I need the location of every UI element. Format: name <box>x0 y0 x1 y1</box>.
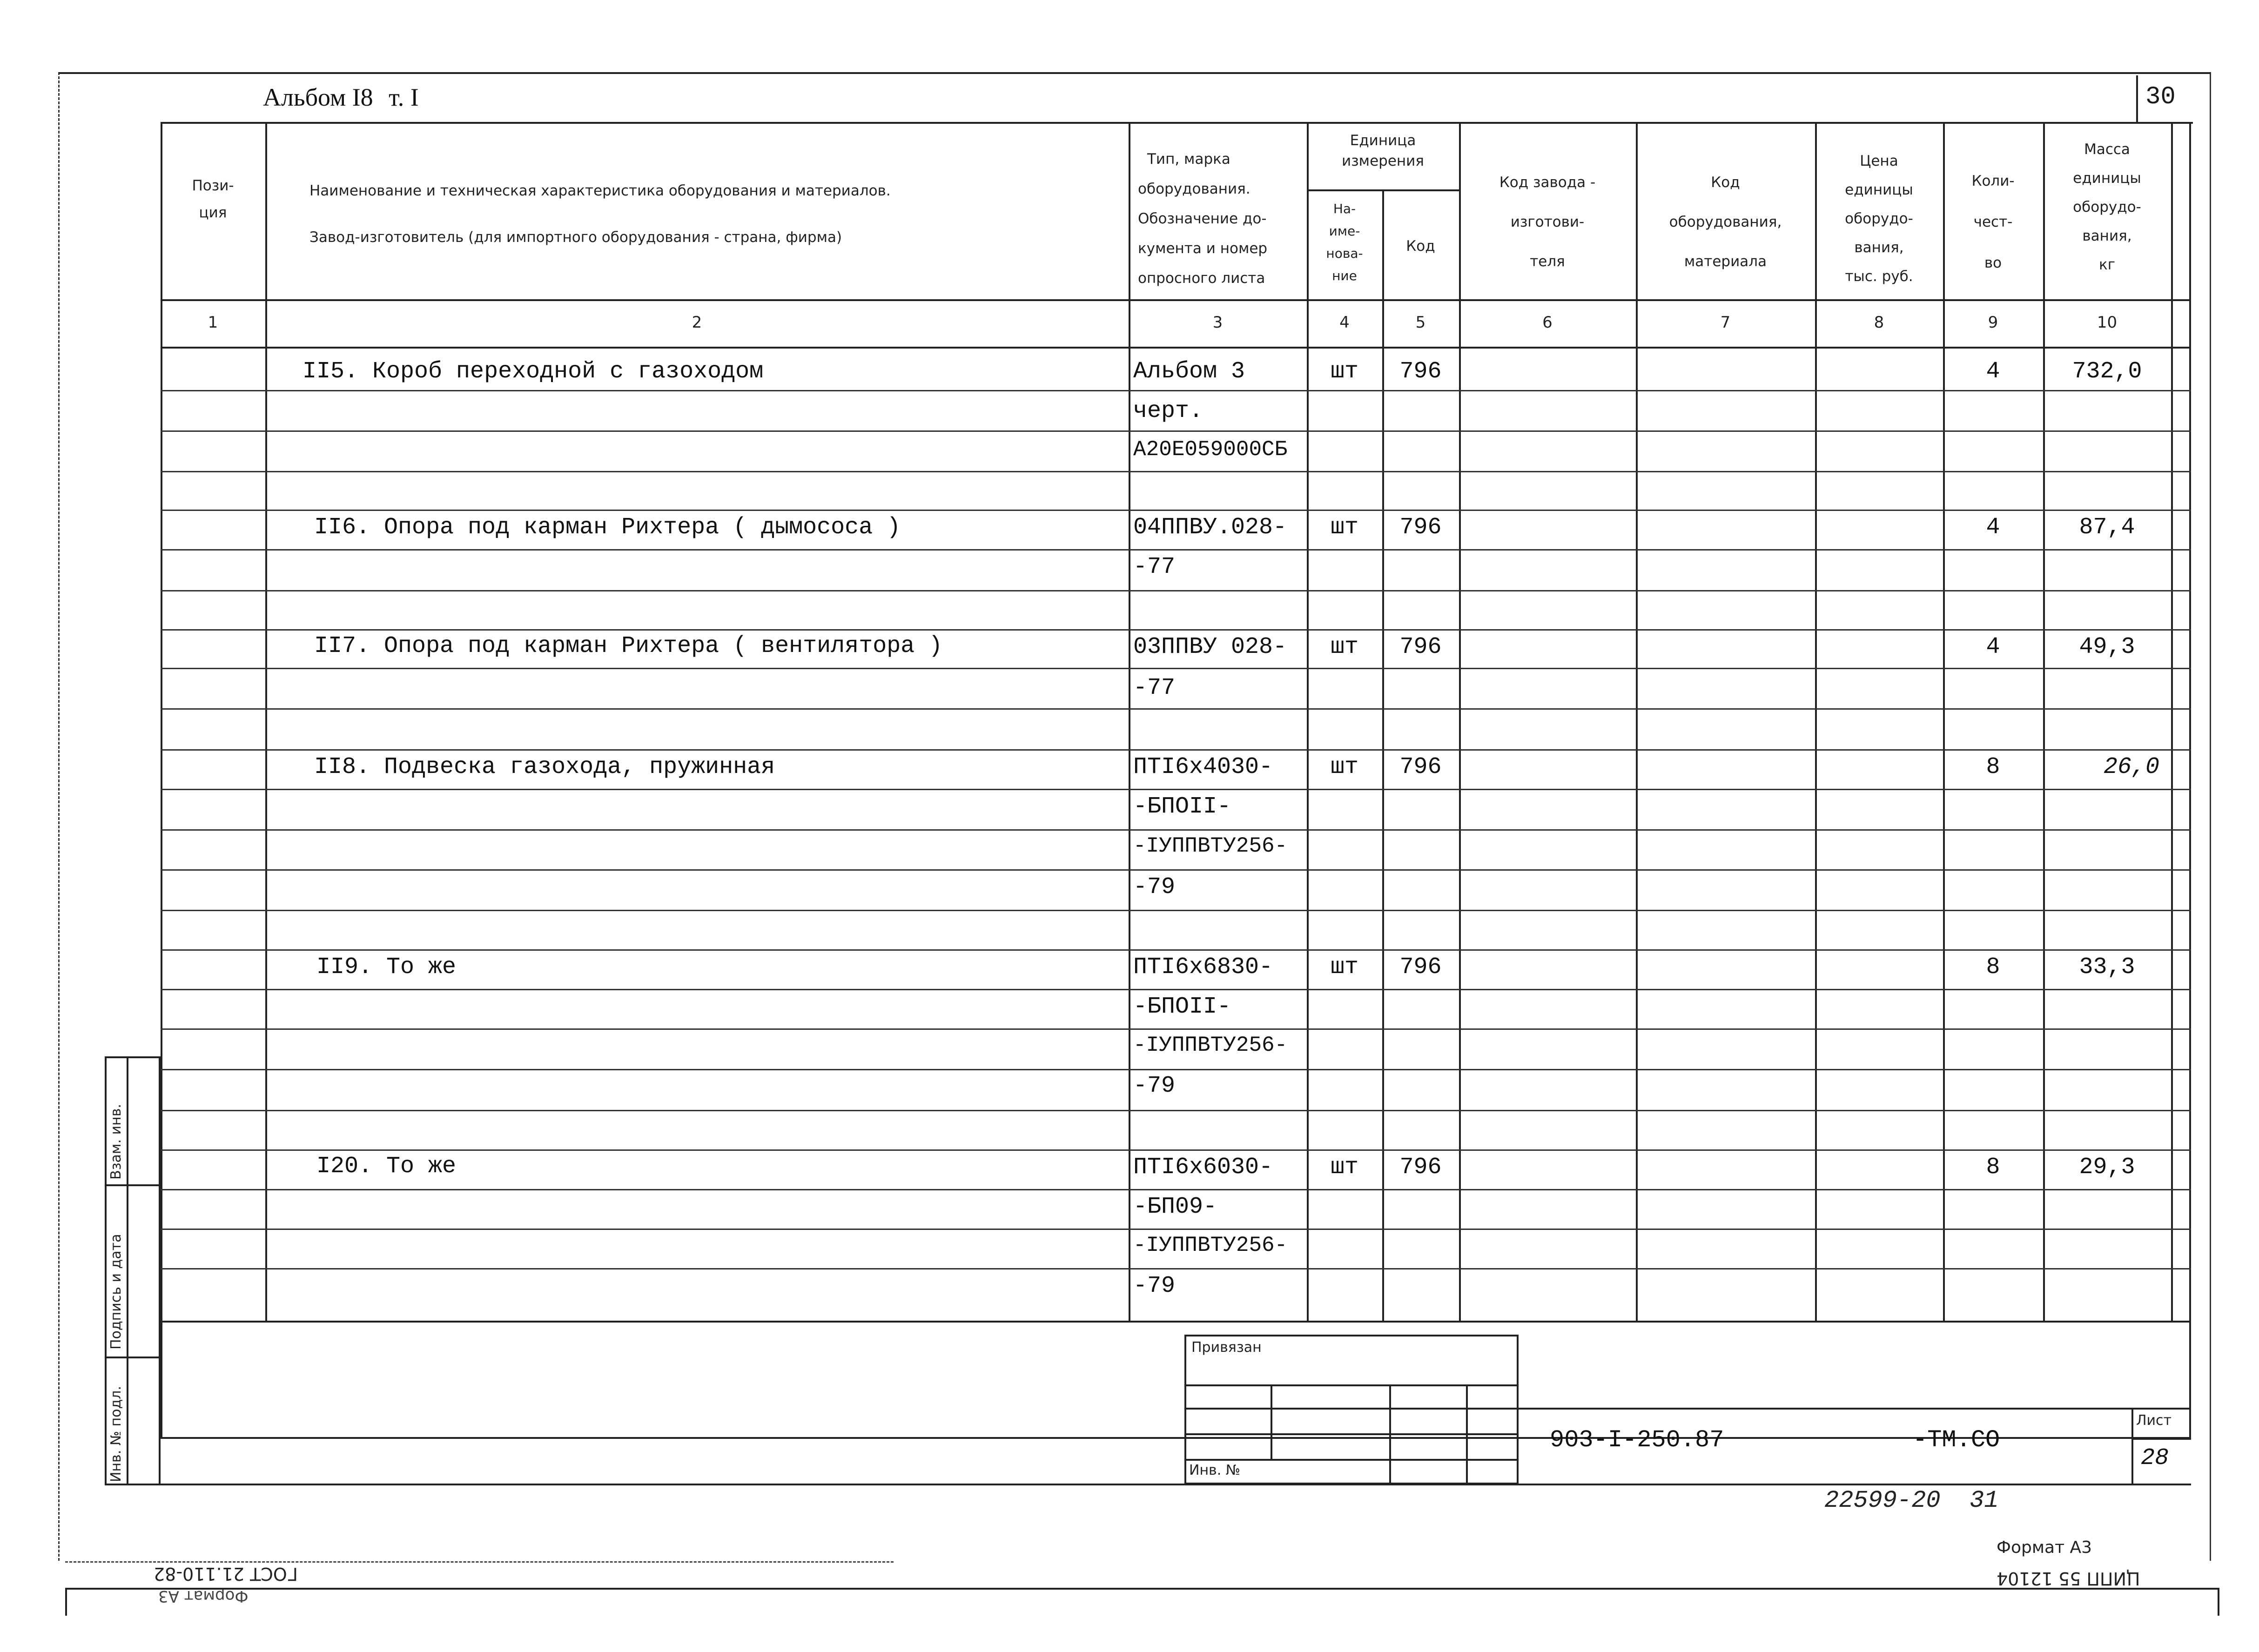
row-line <box>161 1268 2191 1269</box>
item-type-line: -79 <box>1133 874 1176 900</box>
header-position: Пози- ция <box>192 177 234 221</box>
item-type-line: -БПОII- <box>1133 793 1231 820</box>
row-line <box>161 629 2191 631</box>
privyazan-col <box>1389 1384 1391 1484</box>
item-name: II5. Короб переходной с газоходом <box>303 358 764 385</box>
item-code: 796 <box>1399 358 1442 385</box>
col-number-9: 9 <box>1988 313 1998 332</box>
colnum-bottom-line <box>161 347 2191 349</box>
header-unit-name: На- име- нова- ние <box>1326 201 1363 283</box>
item-type-line: ПТI6х4030- <box>1133 754 1273 780</box>
privyazan-line <box>1184 1384 1519 1386</box>
col-line-5 <box>1459 122 1461 1322</box>
bleed-line-2 <box>65 1588 2218 1590</box>
header-bottom-line <box>161 299 2191 301</box>
document-designation: 903-I-250.87 <box>1550 1426 1724 1454</box>
header-type: Тип, марка оборудования. Обозначение до- кумента и номер опросного листа <box>1138 151 1268 287</box>
row-line <box>161 949 2191 951</box>
item-qty: 8 <box>1986 754 2000 780</box>
header-quantity: Коли- чест- во <box>1971 173 2015 271</box>
row-line <box>161 1028 2191 1030</box>
format-label: Формат А3 <box>1997 1538 2092 1557</box>
row-line <box>161 430 2191 432</box>
item-unit: шт <box>1330 358 1358 385</box>
privyazan-col <box>1466 1384 1468 1484</box>
row-line <box>161 668 2191 669</box>
row-line <box>161 829 2191 831</box>
col-line-3 <box>1307 122 1309 1322</box>
bleed-vline <box>2218 1588 2219 1616</box>
item-type-line: Альбом 3 <box>1133 358 1245 385</box>
header-mass: Масса единицы оборудо- вания, кг <box>2073 141 2141 273</box>
item-qty: 4 <box>1986 634 2000 660</box>
col-number-1: 1 <box>208 313 218 332</box>
col-number-4: 4 <box>1339 313 1350 332</box>
item-type-line: -БПОII- <box>1133 994 1231 1020</box>
item-code: 796 <box>1399 634 1442 660</box>
col-line-8 <box>1943 122 1945 1322</box>
item-name: I20. То же <box>316 1153 457 1180</box>
col-line-1 <box>265 122 267 1322</box>
privyazan-line <box>1184 1408 1519 1410</box>
side-stamp-col <box>127 1056 128 1485</box>
item-mass: 732,0 <box>2072 358 2142 385</box>
side-label-vzam: Взам. инв. <box>108 1104 124 1180</box>
row-line <box>161 590 2191 591</box>
col-number-5: 5 <box>1415 313 1426 332</box>
item-unit: шт <box>1330 1154 1358 1181</box>
item-mass: 26,0 <box>2104 754 2160 780</box>
item-type-line: 04ППВУ.028- <box>1133 514 1287 541</box>
designation-top-line <box>1519 1408 2191 1410</box>
item-type-line: черт. <box>1133 398 1203 424</box>
item-type-line: -БП09- <box>1133 1194 1217 1220</box>
row-line <box>161 510 2191 511</box>
album-title <box>263 83 419 112</box>
row-line <box>161 1069 2191 1070</box>
item-type-line: -79 <box>1133 1273 1176 1299</box>
item-type-line: ПТI6х6830- <box>1133 954 1273 980</box>
item-type-line: -77 <box>1133 554 1176 580</box>
side-label-inv: Инв. № подл. <box>108 1386 124 1482</box>
col-number-10: 10 <box>2097 313 2118 332</box>
side-stamp-divider <box>105 1357 161 1358</box>
header-name: Наименование и техническая характеристика оборудования и материалов. Завод-изготовитель (для импортного оборудования - страна, фирма) <box>309 182 891 246</box>
item-name: II7. Опора под карман Рихтера ( вентилятора ) <box>314 633 943 659</box>
row-line <box>161 910 2191 911</box>
item-unit: шт <box>1330 514 1358 541</box>
row-line <box>161 471 2191 472</box>
bleed-vline <box>65 1588 67 1616</box>
header-price: Цена единицы оборудо- вания, тыс. руб. <box>1845 153 1913 285</box>
item-type-line: А20Е059000СБ <box>1133 437 1288 462</box>
item-unit: шт <box>1330 954 1358 980</box>
item-code: 796 <box>1399 954 1442 980</box>
col-line-10 <box>2171 122 2173 1322</box>
privyazan-line <box>1184 1433 1519 1435</box>
sheet-label: Лист <box>2136 1412 2172 1429</box>
col-line-7 <box>1815 122 1817 1322</box>
item-type-line: -77 <box>1133 675 1176 701</box>
item-qty: 8 <box>1986 1154 2000 1181</box>
side-stamp-divider <box>105 1184 161 1186</box>
row-line <box>161 869 2191 871</box>
row-line <box>161 1229 2191 1230</box>
item-code: 796 <box>1399 514 1442 541</box>
row-line <box>161 749 2191 751</box>
row-line <box>161 1149 2191 1151</box>
item-type-line: -IУППВТУ256- <box>1133 834 1288 858</box>
privyazan-label: Привязан <box>1191 1339 1262 1356</box>
item-qty: 4 <box>1986 358 2000 385</box>
row-line <box>161 708 2191 710</box>
col-number-7: 7 <box>1720 313 1731 332</box>
sheet-number: 28 <box>2141 1445 2169 1471</box>
item-mass: 33,3 <box>2079 954 2135 980</box>
document-suffix: -ТМ.СО <box>1913 1426 2000 1454</box>
item-type-line: -IУППВТУ256- <box>1133 1033 1288 1057</box>
item-name: II8. Подвеска газохода, пружинная <box>314 754 775 780</box>
col-line-9 <box>2043 122 2045 1322</box>
archive-number: 22599-20 31 <box>1824 1487 1999 1514</box>
row-line <box>161 1189 2191 1190</box>
item-code: 796 <box>1399 754 1442 780</box>
album-label: Альбом I8 <box>263 83 373 111</box>
header-unit-code: Код <box>1406 238 1435 255</box>
col-number-3: 3 <box>1212 313 1223 332</box>
item-qty: 4 <box>1986 514 2000 541</box>
gost-mirror: ГОСТ 21.110-82 <box>154 1564 298 1584</box>
header-factory-code: Код завода - изготови- теля <box>1499 174 1596 270</box>
title-block-bottom <box>105 1484 2191 1485</box>
privyazan-line <box>1184 1459 1519 1461</box>
col-line-2 <box>1129 122 1130 1322</box>
item-mass: 87,4 <box>2079 514 2135 541</box>
row-line <box>161 989 2191 990</box>
sheet-box-left <box>2131 1408 2133 1484</box>
album-volume: т. I <box>389 83 419 111</box>
format-mirror: Формат А3 <box>158 1587 249 1605</box>
row-line <box>161 390 2191 391</box>
header-unit-group: Единица измерения <box>1342 132 1424 169</box>
bleed-line <box>65 1561 894 1563</box>
row-line <box>161 1110 2191 1111</box>
privyazan-col <box>1271 1384 1272 1459</box>
row-line <box>161 789 2191 790</box>
col-line-6 <box>1636 122 1638 1322</box>
col-number-2: 2 <box>692 313 702 332</box>
item-type-line: 03ППВУ 028- <box>1133 634 1287 660</box>
item-name: II9. То же <box>316 954 457 980</box>
row-line <box>161 549 2191 551</box>
cipn-stamp: ЦИПП 55 12104 <box>1997 1568 2140 1589</box>
item-name: II6. Опора под карман Рихтера ( дымососа ) <box>314 514 901 541</box>
col-number-6: 6 <box>1542 313 1553 332</box>
item-type-line: -79 <box>1133 1073 1176 1099</box>
item-type-line: -IУППВТУ256- <box>1133 1233 1288 1257</box>
item-code: 796 <box>1399 1154 1442 1181</box>
item-mass: 29,3 <box>2079 1154 2135 1181</box>
sheet-box-split <box>2131 1438 2191 1440</box>
table-body-bottom <box>161 1321 2191 1323</box>
item-type-line: ПТI6х6030- <box>1133 1154 1273 1181</box>
item-unit: шт <box>1330 634 1358 660</box>
item-qty: 8 <box>1986 954 2000 980</box>
side-label-podpis: Подпись и дата <box>108 1234 124 1350</box>
header-equipment-code: Код оборудования, материала <box>1669 174 1782 270</box>
inv-no-label: Инв. № <box>1189 1462 1241 1478</box>
col-number-8: 8 <box>1874 313 1884 332</box>
item-unit: шт <box>1330 754 1358 780</box>
corner-sheet-number: 30 <box>2145 83 2176 111</box>
item-mass: 49,3 <box>2079 634 2135 660</box>
